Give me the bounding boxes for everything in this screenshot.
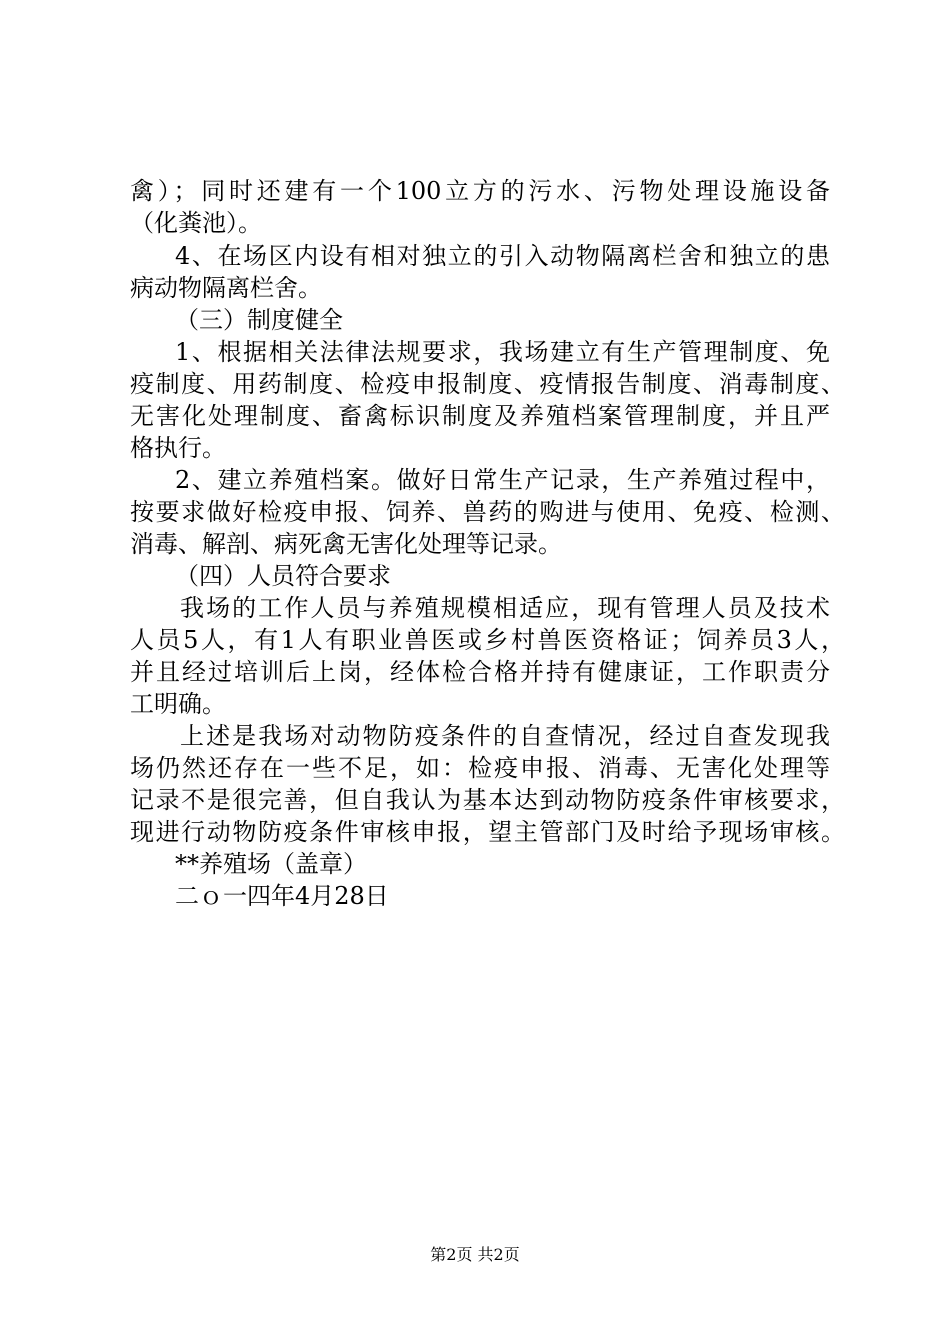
body-line: 并且经过培训后上岗，经体检合格并持有健康证，工作职责分	[130, 658, 830, 686]
body-line: 工明确。	[130, 690, 226, 718]
body-line: 现进行动物防疫条件审核申报，望主管部门及时给予现场审核。	[130, 818, 845, 846]
body-line: 病动物隔离栏舍。	[130, 274, 322, 302]
body-line: 1、根据相关法律法规要求，我场建立有生产管理制度、免	[175, 338, 830, 366]
page-footer: 第2页 共2页	[430, 1245, 520, 1264]
body-line: 场仍然还存在一些不足，如：检疫申报、消毒、无害化处理等	[130, 754, 830, 782]
body-line: 我场的工作人员与养殖规模相适应，现有管理人员及技术	[180, 594, 830, 622]
body-line: 禽）；同时还建有一个100立方的污水、污物处理设施设备	[130, 177, 830, 205]
body-line: 疫制度、用药制度、检疫申报制度、疫情报告制度、消毒制度、	[130, 370, 845, 398]
section-heading: （四）人员符合要求	[175, 562, 391, 590]
body-line: 2、建立养殖档案。做好日常生产记录，生产养殖过程中，	[175, 466, 830, 494]
signature-name: **养殖场（盖章）	[175, 850, 367, 878]
signature-date: 二ｏ一四年4月28日	[175, 882, 389, 910]
body-line: 4、在场区内设有相对独立的引入动物隔离栏舍和独立的患	[175, 242, 830, 270]
body-line: 格执行。	[130, 434, 226, 462]
body-line: 上述是我场对动物防疫条件的自查情况，经过自查发现我	[180, 722, 830, 750]
body-line: （化粪池）。	[130, 209, 262, 237]
body-line: 无害化处理制度、畜禽标识制度及养殖档案管理制度，并且严	[130, 402, 830, 430]
body-line: 按要求做好检疫申报、饲养、兽药的购进与使用、免疫、检测、	[130, 498, 845, 526]
body-line: 记录不是很完善，但自我认为基本达到动物防疫条件审核要求，	[130, 786, 845, 814]
body-line: 消毒、解剖、病死禽无害化处理等记录。	[130, 530, 562, 558]
section-heading: （三）制度健全	[175, 306, 343, 334]
body-line: 人员5人，有1人有职业兽医或乡村兽医资格证；饲养员3人，	[130, 626, 845, 654]
